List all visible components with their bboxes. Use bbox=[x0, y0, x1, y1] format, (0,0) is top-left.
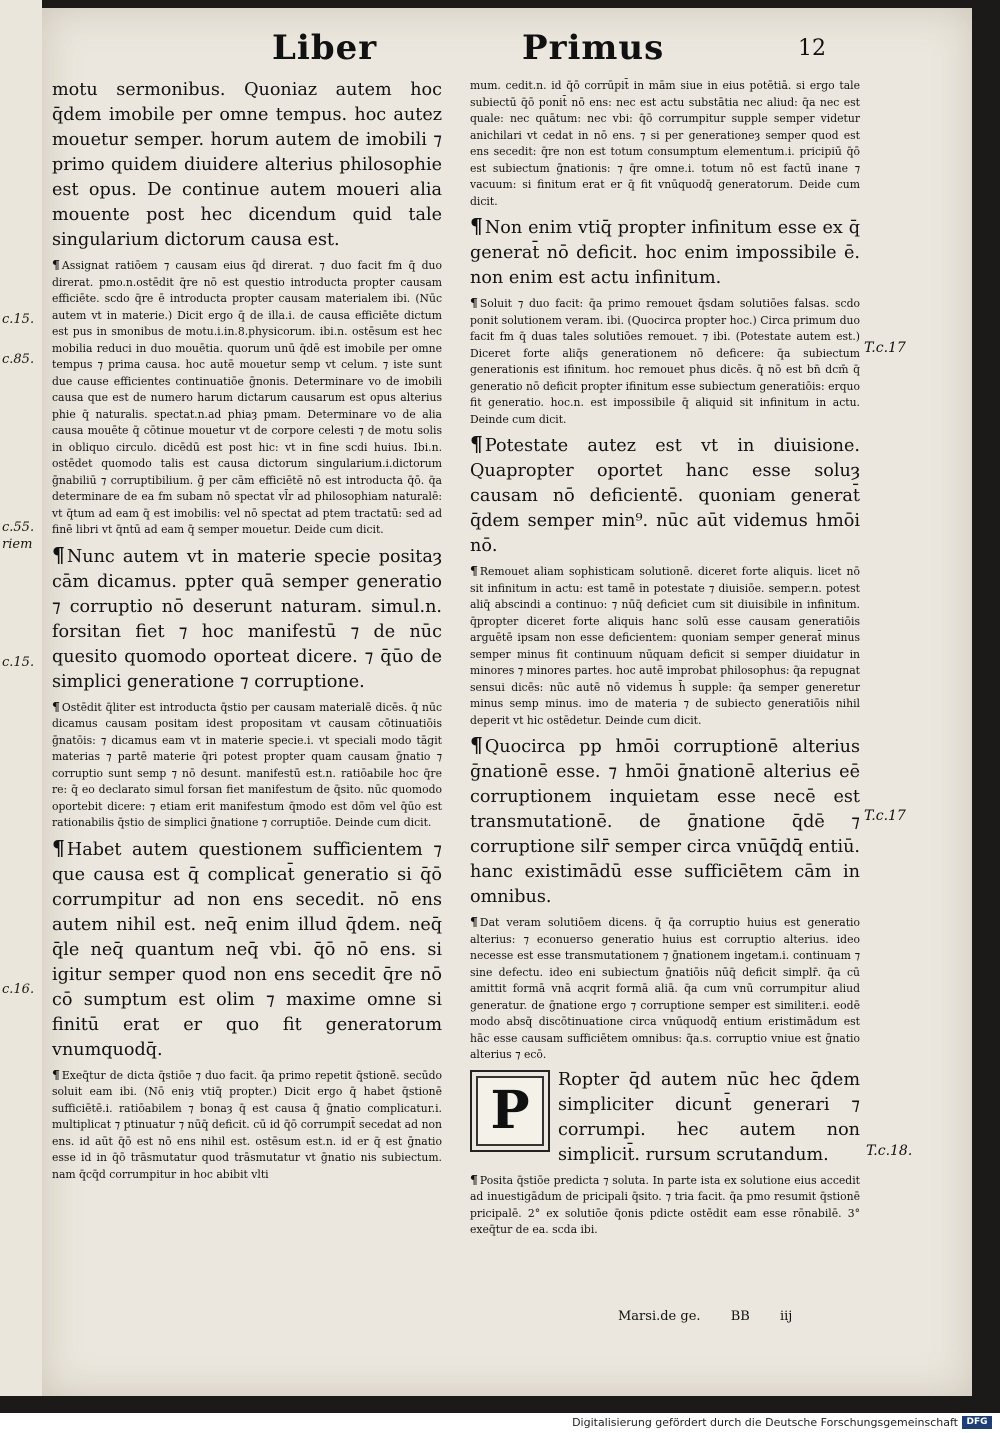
running-head-primus: Primus bbox=[522, 28, 665, 68]
digitization-footer bbox=[0, 1413, 1000, 1433]
paragraph-text: Assignat ratiōem ⁊ causam eius q̄ḋ direrat. ⁊ duo facit fm q̄ duo direrat. pmo.n.ostēdit q̄re nō est questio introducta propter causam efficiēte. scdo q̄re ē introducta propter causam materialem ibi. (Nūc autem vt in materie.) Dicit ergo q̄ de illa.i. de causa efficiēte dictum est pus in smonibus de motu.i.in.8.physicorum. ibi.n. ostēsum est hec mobilia reduci in duo mouētia. quorum unū q̄dē est imobile per omne tempus ⁊ prima causa. hoc autē mouetur semp vt celum. ⁊ iste sunt due cause efficientes continuatiōe ḡnonis. Determinare vo de imobili causa que est de numero harum dictarum causarum est opus alterius phie q̄ naturalis. spectat.n.ad phiaȝ pmam. Determinare vo de alia causa mouēte q̄ cōtinue mouetur vt de corpore celesti ⁊ de motu solis in obliquo circulo. dicēdū est post hic: vt in fine scdi huius. Ibi.n. ostēdet quomodo talis est causa dictorum singularium.i.dictorum ḡnabiliū ⁊ corruptibilium. ḡ per cām efficiētē nō est introducta q̄ō. q̄a determinare de ea fm subam nō spectat vl̄r ad philosophiam naturalē: vt q̄tum ad eam q̄ est imobilis: vel nō spectat ad ptem tractatū: sed ad finē libri vt q̄ntū ad eam q̄ semper mouetur. Deide cum dicit. bbox=[52, 259, 442, 536]
paragraph-text: Nunc autem vt in materie specie positaȝ cām dicamus. ppter quā semper generatio ⁊ corruptio nō deserunt naturam. simul.n. forsitan fiet ⁊ hoc manifestū ⁊ de nūc quesito quomodo oporteat dicere. ⁊ q̄ūo de simplici generatione ⁊ corruptione. bbox=[52, 546, 442, 692]
text-paragraph bbox=[470, 214, 860, 291]
paragraph-text: Quocirca pp hmōi corruptionē alterius ḡnationē esse. ⁊ hmōi ḡnationē alterius eē corruptionem inquietam esse necē est transmutationē. de ḡnatione q̄dē ⁊ corruptione silr̄ semper circa vnūq̄dq̄ entiū. hanc existimādū esse sufficiētem cām in omnibus. bbox=[470, 737, 860, 907]
text-paragraph bbox=[52, 543, 442, 695]
margin-note: c.16. bbox=[2, 982, 35, 997]
paragraph-text: Posita q̄stiōe predicta ⁊ soluta. In parte ista ex solutione eius accedit ad inuestigādum de pricipali q̄sito. ⁊ tria facit. q̄a pmo resumit q̄stionē pricipalē. 2° ex solutiōe q̄onis pdicte ostēdit eam esse rōnabilē. 3° exeq̄tur de ea. scda ibi. bbox=[470, 1173, 860, 1236]
paragraph-text: Non enim vtiq̄ propter infinitum esse ex q̄ generat̄ nō deficit. hoc enim impossibile ē. non enim est actu infinitum. bbox=[470, 218, 860, 288]
text-ref: T.c.17 bbox=[864, 808, 906, 824]
pilcrow-icon: ¶ bbox=[470, 733, 483, 757]
paragraph-text: Soluit ⁊ duo facit: q̄a primo remouet q̄sdam solutiōes falsas. scdo ponit solutionem veram. ibi. (Quocirca propter hoc.) Circa primum duo facit fm q̄ duas tales solutiōes remouet. ⁊ ibi. (Potestate autem est.) Diceret forte aliq̄s generationem nō deficere: q̄a subiectum generationis est ifinitum. hoc remouet phus dicēs. q̄ nō est bn̄ dcm̄ q̄ generatio nō deficit propter ifinitum esse subiectum generatiōis: erquo fit generatio. hoc.n. est impossibile q̄ aliquid sit infinitum in actu. Deinde cum dicit. bbox=[470, 297, 860, 426]
text-paragraph bbox=[470, 432, 860, 559]
paragraph-text: Dat veram solutiōem dicens. q̄ q̄a corruptio huius est generatio alterius: ⁊ econuerso generatio huius est corruptio alterius. ideo necesse est esse transmutationem ⁊ ḡnationem ingetam.i. continuam ⁊ sine defectu. ideo eni subiectum ḡnatiōis nūq̄ deficit simplr̄. q̄a cū amittit formā vnā acqrit formā aliā. q̄a cum vnū corrumpitur aliud generatur. de ḡnatione ergo ⁊ corruptione semper est similiter.i. eodē modo absq̄ discōtinuatione circa vnūquodq̄ entium eristimādum est hāc esse causam sufficiētem omnibus: q̄a.s. corruptio vniue est ḡnatio alterius ⁊ ecō. bbox=[470, 916, 860, 1061]
pilcrow-icon: ¶ bbox=[52, 835, 65, 860]
decorated-initial: P bbox=[470, 1070, 550, 1152]
margin-note: c.15. bbox=[2, 655, 35, 670]
commentary-paragraph bbox=[470, 1172, 860, 1239]
text-ref: T.c.17 bbox=[864, 340, 906, 356]
margin-note: riem bbox=[2, 537, 33, 552]
paragraph-text: Ropter q̄d autem nūc hec q̄dem simpliciter dicunt̄ generari ⁊ corrumpi. hec autem non simplicit̄. rursum scrutandum. bbox=[558, 1069, 860, 1165]
pilcrow-icon: ¶ bbox=[470, 1171, 478, 1187]
margin-note: c.55. bbox=[2, 520, 35, 535]
margin-note: c.15. bbox=[2, 312, 35, 327]
signature-line: Marsi.de ge. bbox=[618, 1309, 701, 1324]
text-paragraph bbox=[470, 733, 860, 910]
commentary-paragraph bbox=[52, 257, 442, 539]
adjacent-page-edge bbox=[0, 0, 42, 1396]
pilcrow-icon: ¶ bbox=[470, 563, 478, 578]
signature-mark bbox=[618, 1309, 818, 1324]
right-column bbox=[470, 78, 860, 1243]
commentary-paragraph bbox=[52, 1067, 442, 1184]
pilcrow-icon: ¶ bbox=[470, 432, 483, 456]
signature-gathering: BB bbox=[730, 1309, 750, 1324]
paragraph-text: Habet autem questionem sufficientem ⁊ que causa est q̄ complicat̄ generatio si q̄ō corrumpitur ad non ens secedit. nō ens autem nihil est. neq̄ enim illud q̄dem. neq̄ q̄le neq̄ quantum neq̄ vbi. q̄ō nō ens. si igitur semper quod non ens secedit q̄re nō cō sumptum est olim ⁊ maxime omne si finitū erat er quo fit generatorum vnumquodq̄. bbox=[52, 839, 442, 1060]
footer-credit: Digitalisierung gefördert durch die Deutsche Forschungsgemeinschaft bbox=[572, 1416, 958, 1429]
margin-note: c.85. bbox=[2, 352, 35, 367]
left-column bbox=[52, 78, 442, 1187]
pilcrow-icon: ¶ bbox=[52, 698, 60, 714]
folio-number: 12 bbox=[798, 36, 826, 61]
text-paragraph bbox=[52, 78, 442, 253]
text-paragraph bbox=[52, 836, 442, 1063]
text-paragraph bbox=[470, 1068, 860, 1168]
paragraph-text: Potestate autez est vt in diuisione. Quapropter oportet hanc esse soluȝ causam nō deficientē. quoniam generat̄ q̄dem semper min⁹. nūc aūt videmus hmōi nō. bbox=[470, 436, 860, 556]
text-ref: T.c.18. bbox=[866, 1143, 913, 1159]
paragraph-text: Exeq̄tur de dicta q̄stiōe ⁊ duo facit. q̄a primo repetit q̄stionē. secūdo soluit eam ibi. (Nō eniȝ vtiq̄ propter.) Dicit ergo q̄ habet q̄stionē sufficiētē.i. ratiōabilem ⁊ bonaȝ q̄ est causa q̄ ḡnatio complicatur.i. multiplicat ⁊ ptinuatur ⁊ nūq̄ deficit. cū id q̄ō corrumpit̄ secedat ad non ens. id aūt q̄ō est nō ens nihil est. ostēsum est.n. id er q̄ est ḡnatio esse id in q̄ō trāsmutatur quod trāsmutatur vt ḡnatio nis subiectum. nam q̄cq̄d corrumpitur in hoc abibit vlti bbox=[52, 1068, 442, 1181]
paragraph-text: Remouet aliam sophisticam solutionē. diceret forte aliquis. licet nō sit infinitum in actu: est tamē in potestate ⁊ diuisiōe. semper.n. potest aliq̄ abscindi a continuo: ⁊ nūq̄ deficiet cum sit diuisibile in infinitum. q̄propter diceret forte aliquis hanc solū esse causam generatiōis arguētē ipsam non esse deficientem: quoniam semper generat̄ minus semper minus fit continuum nūquam deficit si semper diuidatur in minores ⁊ minores partes. hoc autē improbat philosophus: q̄a repugnat sensui dicēs: nūc autē nō videmus h̄ supple: q̄a semper generetur minus semp minus. imo de materia ⁊ de subiecto generatiōis nihil deperit vt hic ostēdetur. Deinde cum dicit. bbox=[470, 565, 860, 727]
paragraph-text: mum. cedit.n. id q̄ō corrūpit̄ in mām siue in eius potētiā. si ergo tale subiectū q̄ō ponit̄ nō ens: nec est actu substātia nec aliud: q̄a nec est quale: nec quātum: nec vbi: q̄ō corrumpitur supple semper videtur anichilari vt cedat in nō ens. ⁊ si per generationeȝ semper quod est ens secedit: q̄re non est totum consumptum elementum.i. pricipiū q̄ō est subiectum ḡnationis: ⁊ q̄re omne.i. totum nō est factū inane ⁊ vacuum: si finitum erat er q̄ fit vnūquodq̄ generatorum. Deide cum dicit. bbox=[470, 79, 860, 208]
pilcrow-icon: ¶ bbox=[52, 257, 60, 272]
pilcrow-icon: ¶ bbox=[470, 295, 478, 310]
pilcrow-icon: ¶ bbox=[470, 914, 478, 929]
paragraph-text: motu sermonibus. Quoniaz autem hoc q̄dem imobile per omne tempus. hoc autez mouetur semper. horum autem de imobili ⁊ primo quidem diuidere alterius philosophie est opus. De continue autem moueri alia mouente post hec dicendum quid tale singularium dictorum causa est. bbox=[52, 80, 442, 250]
pilcrow-icon: ¶ bbox=[52, 1066, 60, 1082]
commentary-paragraph bbox=[470, 295, 860, 428]
pilcrow-icon: ¶ bbox=[470, 214, 483, 238]
running-head-liber: Liber bbox=[272, 28, 378, 68]
commentary-paragraph bbox=[52, 699, 442, 832]
commentary-paragraph bbox=[470, 914, 860, 1064]
paragraph-text: Ostēdit q̄liter est introducta q̄stio per causam materialē dicēs. q̄ nūc dicamus causam positam idest propositam vt causam cōtinuatiōis ḡnatōis: ⁊ dicamus eam vt in materie specie.i. vt speciali modo tāgit materias ⁊ partē materie q̄ri potest propter quam causam ḡnatio ⁊ corruptio sunt semp ⁊ nō desunt. manifestū est.n. ratiōabile hoc q̄re re: q̄ eo declarato simul forsan fiet manifestum de q̄sito. nūc quomodo oportebit dicere: ⁊ etiam erit manifestum q̄modo est dōm vel q̄ūo est rationabilis q̄stio de simplici ḡnatione ⁊ corruptiōe. Deinde cum dicit. bbox=[52, 700, 442, 829]
commentary-paragraph bbox=[470, 78, 860, 210]
pilcrow-icon: ¶ bbox=[52, 542, 65, 567]
commentary-paragraph bbox=[470, 563, 860, 729]
signature-number: iij bbox=[779, 1309, 793, 1324]
dfg-logo: DFG bbox=[962, 1416, 992, 1429]
